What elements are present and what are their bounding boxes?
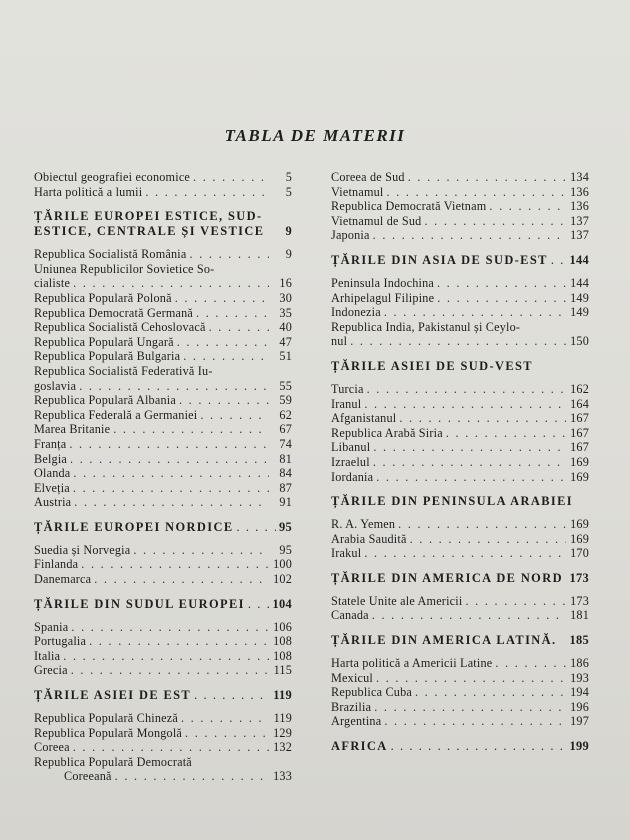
toc-entry-text: Irakul	[331, 546, 362, 561]
toc-entry	[331, 411, 589, 426]
page-number: 186	[570, 656, 589, 671]
toc-entry	[331, 656, 589, 671]
toc-entry	[34, 291, 292, 306]
toc-entry	[331, 170, 589, 185]
page-number: 129	[273, 725, 292, 740]
toc-entry	[34, 379, 292, 394]
toc-entry	[331, 276, 589, 291]
dot-leader	[79, 379, 269, 394]
toc-entry-text: Republica Populară Bulgaria	[34, 349, 181, 364]
page-number: 62	[279, 407, 292, 422]
dot-leader	[384, 305, 566, 320]
toc-entry-text: nul	[331, 334, 348, 349]
page-number: 194	[570, 685, 589, 700]
dot-leader	[446, 426, 566, 441]
dot-leader	[73, 276, 269, 291]
dot-leader	[194, 688, 270, 703]
section-heading-text: ȚĂRILE DIN PENINSULA ARABIEI	[331, 494, 573, 509]
heading-gap	[34, 703, 292, 711]
page-number: 193	[570, 670, 589, 685]
toc-entry	[34, 452, 292, 467]
toc-entry	[34, 711, 292, 726]
page-title: TABLA DE MATERII	[224, 126, 406, 145]
toc-entry	[331, 185, 589, 200]
toc-entry	[331, 470, 589, 485]
toc-entry	[34, 437, 292, 452]
section-gap	[331, 729, 589, 739]
toc-entry-line: Republica India, Pakistanul și Ceylo-	[331, 319, 521, 334]
toc-entry-text: Coreea de Sud	[331, 170, 405, 184]
toc-entry	[34, 393, 292, 408]
toc-entry-text: cialiste	[34, 276, 71, 291]
toc-entry	[34, 740, 292, 755]
toc-entry	[34, 543, 292, 558]
toc-entry-text: Suedia și Norvegia	[34, 542, 131, 557]
dot-leader	[437, 276, 566, 291]
page-number: 59	[279, 393, 292, 408]
toc-entry	[34, 726, 292, 741]
toc-entry	[331, 517, 589, 532]
toc-entry	[331, 228, 589, 243]
page-number: 164	[570, 396, 589, 411]
dot-leader	[115, 769, 269, 784]
dot-leader	[373, 440, 566, 455]
toc-entry-text: Republica Democrată Germană	[34, 305, 194, 320]
toc-entry-text: Republica Socialistă România	[34, 247, 187, 262]
toc-entry-text: goslavia	[34, 378, 77, 393]
section-heading-text: ESTICE, CENTRALE ȘI VESTICE	[34, 224, 265, 239]
section-heading-text: AFRICA	[331, 739, 388, 754]
page-number: 170	[570, 546, 589, 561]
page-number: 199	[569, 739, 589, 754]
page-number: 119	[273, 711, 292, 726]
section-heading	[34, 224, 292, 239]
page-number: 167	[570, 440, 589, 455]
page-number: 115	[273, 663, 292, 678]
toc-entry-text: Afganistanul	[331, 411, 397, 426]
toc-entry-text: Peninsula Indochina	[331, 275, 434, 290]
section-heading-text: ȚĂRILE ASIEI DE EST	[34, 688, 192, 703]
toc-entry	[331, 455, 589, 470]
section-heading-text: ȚĂRILE DIN AMERICA DE NORD	[331, 570, 563, 585]
section-gap	[331, 349, 589, 359]
section-heading	[331, 633, 589, 648]
dot-leader	[183, 349, 269, 364]
page-number: 133	[273, 769, 292, 784]
toc-entry-text: R. A. Yemen	[331, 517, 396, 532]
toc-entry	[34, 349, 292, 364]
section-gap	[34, 678, 292, 688]
toc-entry	[34, 276, 292, 291]
toc-entry-text: Argentina	[331, 714, 382, 729]
dot-leader	[113, 422, 269, 437]
section-heading-text: ȚĂRILE DIN ASIA DE SUD-EST	[331, 252, 548, 267]
toc-entry	[331, 214, 589, 229]
dot-leader	[69, 437, 269, 452]
toc-entry-line: Uniunea Republicilor Sovietice So-	[34, 261, 215, 276]
page-number: 74	[279, 436, 292, 451]
toc-entry-text: Japonia	[331, 228, 370, 243]
section-heading	[34, 597, 292, 612]
page-number: 40	[279, 320, 292, 335]
page-number: 67	[279, 422, 292, 437]
dot-leader	[94, 572, 269, 587]
toc-entry-text: Republica Socialistă Cehoslovacă	[34, 320, 206, 335]
dot-leader	[376, 470, 566, 485]
section-heading	[34, 520, 292, 535]
page-number: 9	[285, 224, 292, 239]
page-number: 149	[570, 290, 589, 305]
section-heading	[331, 571, 589, 586]
toc-entry-text: Mexicul	[331, 670, 374, 685]
section-gap	[34, 510, 292, 520]
page-number: 51	[279, 349, 292, 364]
heading-gap	[331, 374, 589, 382]
toc-entry-text: Turcia	[331, 381, 364, 396]
section-gap	[331, 623, 589, 633]
dot-leader	[387, 185, 566, 200]
dot-leader	[465, 594, 566, 609]
toc-entry	[331, 291, 589, 306]
dot-leader	[408, 170, 566, 185]
toc-column-right	[331, 170, 589, 754]
heading-gap	[34, 535, 292, 543]
page-number: 47	[279, 334, 292, 349]
toc-entry	[331, 546, 589, 561]
page-number: 137	[570, 213, 589, 228]
toc-entry	[34, 557, 292, 572]
dot-leader	[81, 557, 269, 572]
dot-leader	[495, 656, 566, 671]
toc-entry-text: Portugalia	[34, 634, 87, 649]
toc-entry	[331, 334, 589, 349]
page-number: 108	[273, 634, 292, 649]
page-number: 87	[279, 480, 292, 495]
page-number: 95	[279, 542, 292, 557]
dot-leader	[373, 228, 566, 243]
toc-entry-text: Grecia	[34, 663, 68, 678]
section-heading-text: ȚĂRILE EUROPEI NORDICE	[34, 519, 234, 534]
dot-leader	[145, 185, 269, 200]
toc-entry	[331, 397, 589, 412]
toc-entry-text: Izraelul	[331, 454, 370, 469]
section-heading-text: ȚĂRILE ASIEI DE SUD-VEST	[331, 358, 533, 373]
dot-leader	[364, 546, 566, 561]
toc-entry	[34, 649, 292, 664]
page-number: 91	[279, 495, 292, 510]
section-heading-text: ȚĂRILE DIN AMERICA LATINĂ.	[331, 633, 557, 648]
toc-entry-text: Danemarca	[34, 572, 92, 587]
page-number: 197	[570, 714, 589, 729]
toc-entry-line: Republica Populară Democrată	[34, 754, 192, 769]
toc-entry-text: Libanul	[331, 440, 371, 455]
toc-entry	[331, 685, 589, 700]
toc-entry-text: Coreea	[34, 740, 70, 755]
dot-leader	[70, 452, 269, 467]
section-heading	[34, 688, 292, 703]
section-heading-text: ȚĂRILE DIN SUDUL EUROPEI	[34, 596, 245, 611]
page-number: 169	[570, 469, 589, 484]
page-number: 149	[570, 305, 589, 320]
dot-leader	[200, 408, 269, 423]
toc-entry-text: Republica Populară Chineză	[34, 711, 178, 726]
page-number: 137	[570, 228, 589, 243]
toc-entry-text: Republica Populară Mongolă	[34, 725, 183, 740]
toc-entry-text: Coreeană	[64, 769, 112, 784]
page-number: 134	[570, 170, 589, 184]
toc-entry-text: Olanda	[34, 466, 71, 481]
toc-entry-text: Republica Arabă Siria	[331, 425, 443, 440]
toc-entry	[331, 532, 589, 547]
dot-leader	[384, 714, 566, 729]
section-heading	[331, 494, 589, 509]
heading-gap	[331, 586, 589, 594]
section-gap	[331, 243, 589, 253]
page-number: 81	[279, 451, 292, 466]
page-number: 30	[279, 290, 292, 305]
dot-leader	[181, 711, 269, 726]
toc-entry	[34, 247, 292, 262]
dot-leader	[209, 320, 269, 335]
dot-leader	[73, 481, 269, 496]
toc-entry	[331, 671, 589, 686]
dot-leader	[551, 253, 567, 268]
dot-leader	[399, 411, 566, 426]
page-number: 144	[569, 252, 589, 267]
toc-entry-text: Austria	[34, 495, 72, 510]
page-number: 169	[570, 454, 589, 469]
dot-leader	[179, 393, 269, 408]
page-number: 16	[279, 276, 292, 291]
toc-entry	[34, 466, 292, 481]
toc-entry	[34, 408, 292, 423]
dot-leader	[193, 170, 269, 185]
toc-entry-text: Indonezia	[331, 305, 381, 320]
toc-column-left	[34, 170, 292, 784]
toc-entry-text: Republica Populară Albania	[34, 393, 176, 408]
page-number: 169	[570, 517, 589, 532]
toc-entry-text: Vietnamul de Sud	[331, 213, 422, 228]
toc-entry-text: Belgia	[34, 451, 68, 466]
dot-leader	[133, 543, 269, 558]
section-heading-text: ȚĂRILE EUROPEI ESTICE, SUD-	[34, 209, 263, 224]
page-number: 136	[570, 199, 589, 214]
toc-entry-text: Harta politică a Americii Latine	[331, 656, 493, 671]
toc-entry	[331, 594, 589, 609]
toc-entry-text: Brazilia	[331, 699, 372, 714]
page-number: 185	[569, 633, 589, 648]
section-gap	[331, 484, 589, 494]
page-number: 108	[273, 648, 292, 663]
section-heading	[331, 253, 589, 268]
toc-entry-text: Republica Populară Ungară	[34, 334, 174, 349]
dot-leader	[489, 199, 566, 214]
toc-entry	[34, 170, 292, 185]
dot-leader	[177, 335, 269, 350]
toc-entry-text: Spania	[34, 619, 69, 634]
page-number: 9	[285, 247, 292, 262]
toc-entry-text: Vietnamul	[331, 184, 384, 199]
toc-entry	[34, 495, 292, 510]
toc-entry-text: Finlanda	[34, 557, 79, 572]
page-number: 173	[569, 570, 589, 585]
toc-entry	[34, 422, 292, 437]
toc-entry	[34, 306, 292, 321]
dot-leader	[71, 663, 269, 678]
dot-leader	[398, 517, 566, 532]
dot-leader	[373, 455, 566, 470]
page-number: 150	[570, 334, 589, 349]
page-number: 169	[570, 531, 589, 546]
toc-entry-text: Arhipelagul Filipine	[331, 290, 435, 305]
dot-leader	[71, 620, 269, 635]
dot-leader	[190, 247, 270, 262]
dot-leader	[196, 306, 269, 321]
page-number: 106	[273, 619, 292, 634]
dot-leader	[437, 291, 566, 306]
page-number: 84	[279, 466, 292, 481]
toc-entry	[34, 320, 292, 335]
toc-entry-text: Marea Britanie	[34, 422, 111, 437]
toc-entry	[331, 199, 589, 214]
dot-leader	[372, 608, 566, 623]
toc-entry-text: Franța	[34, 436, 67, 451]
page-number: 104	[272, 596, 292, 611]
toc-entry	[331, 608, 589, 623]
page-number: 173	[570, 593, 589, 608]
toc-entry	[331, 305, 589, 320]
dot-leader	[415, 685, 566, 700]
toc-entry-text: Elveția	[34, 480, 70, 495]
toc-entry	[34, 481, 292, 496]
page-number: 35	[279, 305, 292, 320]
page-number: 196	[570, 699, 589, 714]
dot-leader	[63, 649, 269, 664]
toc-entry	[331, 382, 589, 397]
dot-leader	[374, 700, 566, 715]
toc-entry-text: Italia	[34, 648, 61, 663]
toc-entry-text: Statele Unite ale Americii	[331, 593, 463, 608]
toc-entry	[34, 572, 292, 587]
dot-leader	[367, 382, 566, 397]
toc-entry-text: Arabia Saudită	[331, 531, 407, 546]
dot-leader	[248, 597, 270, 612]
toc-entry	[34, 335, 292, 350]
toc-entry-text: Canada	[331, 608, 369, 623]
toc-entry-text: Republica Populară Polonă	[34, 290, 172, 305]
page-number: 162	[570, 381, 589, 396]
page-number: 5	[285, 184, 292, 199]
toc-entry	[34, 185, 292, 200]
dot-leader	[89, 634, 269, 649]
section-heading	[331, 359, 589, 374]
heading-gap	[331, 268, 589, 276]
dot-leader	[73, 466, 269, 481]
section-gap	[34, 199, 292, 209]
dot-leader	[376, 671, 566, 686]
toc-entry	[34, 663, 292, 678]
heading-gap	[34, 239, 292, 247]
page-number: 5	[285, 170, 292, 184]
dot-leader	[350, 334, 566, 349]
dot-leader	[74, 495, 269, 510]
dot-leader	[175, 291, 269, 306]
toc-entry	[34, 634, 292, 649]
toc-entry	[331, 700, 589, 715]
heading-gap	[331, 648, 589, 656]
page-number: 55	[279, 378, 292, 393]
toc-entry-text: Iranul	[331, 396, 362, 411]
page-number: 95	[279, 519, 292, 534]
page-number: 102	[273, 572, 292, 587]
heading-gap	[331, 509, 589, 517]
toc-entry-text: Harta politică a lumii	[34, 184, 143, 199]
page-number: 119	[273, 688, 292, 703]
toc-entry-line: Republica Socialistă Federativă Iu-	[34, 363, 213, 378]
dot-leader	[236, 520, 276, 535]
section-gap	[331, 561, 589, 571]
dot-leader	[185, 726, 269, 741]
dot-leader	[410, 532, 566, 547]
page-number: 136	[570, 184, 589, 199]
heading-gap	[34, 612, 292, 620]
toc-entry-text: Republica Democrată Vietnam	[331, 199, 487, 214]
toc-entry	[331, 440, 589, 455]
toc-entry	[34, 769, 292, 784]
toc-entry-text: Iordania	[331, 469, 374, 484]
section-heading	[331, 739, 589, 754]
toc-entry-text: Republica Federală a Germaniei	[34, 407, 198, 422]
toc-entry-text: Obiectul geografiei economice	[34, 170, 191, 184]
page-number: 144	[570, 275, 589, 290]
toc-entry	[34, 620, 292, 635]
toc-entry	[331, 714, 589, 729]
toc-entry-text: Republica Cuba	[331, 685, 412, 700]
section-heading	[34, 209, 292, 224]
toc-entry	[331, 426, 589, 441]
dot-leader	[424, 214, 566, 229]
page-number: 181	[570, 608, 589, 623]
dot-leader	[73, 740, 269, 755]
page-number: 100	[273, 557, 292, 572]
page-number: 132	[273, 740, 292, 755]
dot-leader	[391, 739, 567, 754]
section-gap	[34, 587, 292, 597]
page-number: 167	[570, 425, 589, 440]
dot-leader	[364, 397, 566, 412]
page-number: 167	[570, 411, 589, 426]
